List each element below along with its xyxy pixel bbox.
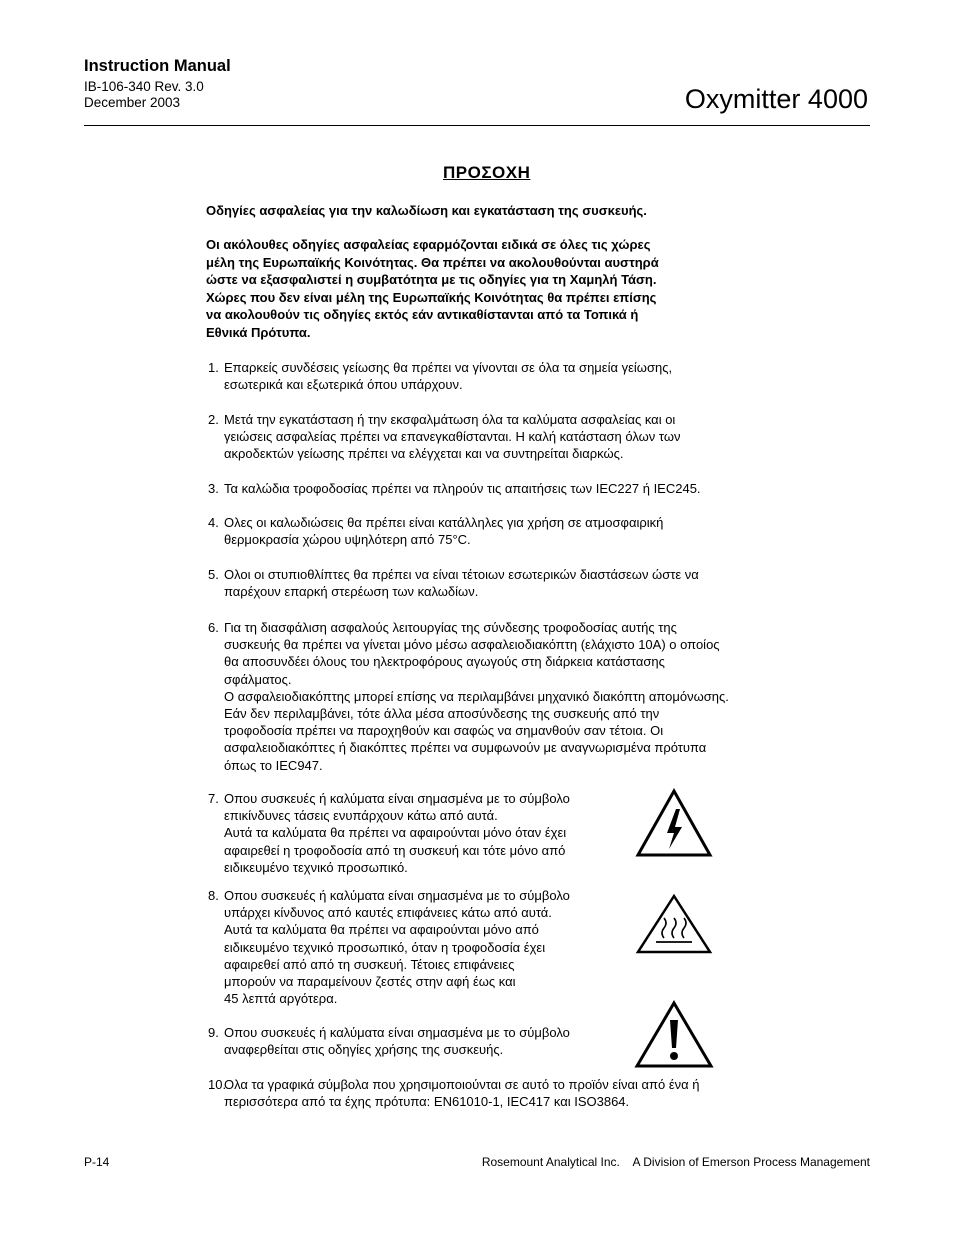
product-name: Oxymitter 4000 [684, 84, 868, 114]
item-number: 3. [208, 481, 219, 496]
high-voltage-icon [634, 787, 714, 859]
item-number: 7. [208, 791, 219, 806]
hot-surface-icon [634, 892, 714, 956]
warning-intro: Οι ακόλουθες οδηγίες ασφαλείας εφαρμόζονται ειδικά σε όλες τις χώρες μέλη της Ευρωπαϊκής Κοινότητας. Θα πρέπει να ακολουθούνται αυστηρά ώστε να εξασφαλιστεί η συμβατότητα με τις οδηγίες για τη Χαμηλή Τάση. Χώρες που δεν είναι μέλη της Ευρωπαϊκής Κοινότητας θα πρέπει επίσης να ακολουθούν τις οδηγίες εκτός εάν αντικαθίστανται από τα Τοπικά ή Εθνικά Πρότυπα. [206, 237, 659, 340]
item-number: 1. [208, 360, 219, 375]
item-text: Ολα τα γραφικά σύμβολα που χρησιμοποιούνται σε αυτό το προϊόν είναι από ένα ή περισσότερα από τα έχης πρότυπα: EN61010-1, IEC417 και ISO3864. [224, 1077, 700, 1110]
header-divider [84, 125, 870, 126]
item-text: Οπου συσκευές ή καλύματα είναι σημασμένα με το σύμβολο υπάρχει κίνδυνος από καυτές επιφάνειες κάτω από αυτά. Αυτά τα καλύματα θα πρέπει να αφαιρούνται μόνο από ειδικευμένο τεχνικό προσωπικό, όταν η τροφοδοσία έχει αφαιρεθεί από από τη συσκευή. Τέτοιες επιφάνειες μπορούν να παραμείνουν ζεστές στην αφή έως και 45 λεπτά αργότερα. [224, 888, 570, 1007]
instruction-item [208, 619, 778, 773]
item-text: Οπου συσκευές ή καλύματα είναι σημασμένα με το σύμβολο επικίνδυνες τάσεις ενυπάρχουν κάτω από αυτά. Αυτά τα καλύματα θα πρέπει να αφαιρούνται μόνο όταν έχει αφαιρεθεί η τροφοδοσία από τη συσκευή και τότε μόνο από ειδικευμένο τεχνικό προσωπικό. [224, 791, 570, 875]
instruction-item [208, 566, 778, 618]
instruction-item [208, 887, 628, 1007]
page-number: P-14 [84, 1155, 110, 1169]
item-number: 5. [208, 567, 219, 582]
item-text: Ολοι οι στυπιοθλίπτες θα πρέπει να είναι τέτοιων εσωτερικών διαστάσεων ώστε να παρέχουν επαρκή στερέωση των καλωδίων. [224, 567, 699, 600]
item-text: Μετά την εγκατάσταση ή την εκσφαλμάτωση όλα τα καλύματα ασφαλείας και οι γειώσεις ασφαλείας πρέπει να επανεγκαθίστανται. Η καλή κατάσταση όλων των ακροδεκτών γείωσης πρέπει να ελέγχεται και να συντηρείται διαρκώς. [224, 412, 681, 462]
instruction-item [208, 1024, 628, 1076]
caution-exclamation-icon [634, 1000, 714, 1070]
document-revision: IB-106-340 Rev. 3.0 [84, 79, 204, 94]
document-date: December 2003 [84, 95, 181, 110]
item-number: 9. [208, 1025, 219, 1040]
item-text: Επαρκείς συνδέσεις γείωσης θα πρέπει να γίνονται σε όλα τα σημεία γείωσης, εσωτερικά και εξωτερικά όπου υπάρχουν. [224, 360, 673, 393]
instruction-item [208, 411, 778, 463]
item-text: Ολες οι καλωδιώσεις θα πρέπει είναι κατάλληλες για χρήση σε ατμοσφαιρική θερμοκρασία χώρου υψηλότερη από 75°C. [224, 515, 664, 548]
item-text: Τα καλώδια τροφοδοσίας πρέπει να πληρούν τις απαιτήσεις των IEC227 ή IEC245. [224, 481, 701, 496]
instruction-item [208, 514, 778, 566]
item-number: 2. [208, 412, 219, 427]
item-text: Για τη διασφάλιση ασφαλούς λειτουργίας της σύνδεσης τροφοδοσίας αυτής της συσκευής θα πρέπει να γίνεται μόνο μέσω ασφαλειοδιακόπτη (ελάχιστο 10A) ο οποίος θα αποσυνδέει όλους του ηλεκτροφόρους αγωγούς στη διάρκεια κατάστασης σφάλματος. Ο ασφαλειοδιακόπτης μπορεί επίσης να περιλαμβάνει μηχανικό διακόπτη απομόνωσης. Εάν δεν περιλαμβάνει, τότε άλλα μέσα αποσύνδεσης της συσκευής από την τροφοδοσία πρέπει να παροχηθούν και σαφώς να σημανθούν σαν τέτοια. Οι ασφαλειοδιακόπτες ή διακόπτες πρέπει να συμφωνούν με αναγνωρισμένα πρότυπα όπως το IEC947. [224, 620, 729, 773]
instruction-item [208, 1076, 778, 1128]
instruction-item [208, 790, 628, 875]
safety-warning-section [173, 150, 781, 1112]
item-text: Οπου συσκευές ή καλύματα είναι σημασμένα με το σύμβολο αναφερθείται στις οδηγίες χρήσης της συσκευής. [224, 1025, 570, 1058]
item-number: 8. [208, 888, 219, 903]
warning-title: ΠΡΟΣΟΧΗ [443, 163, 531, 182]
item-number: 6. [208, 620, 219, 635]
item-number: 4. [208, 515, 219, 530]
item-number: 10. [208, 1077, 227, 1092]
manual-title: Instruction Manual [84, 57, 231, 75]
instruction-item [208, 359, 778, 411]
warning-subtitle: Οδηγίες ασφαλείας για την καλωδίωση και εγκατάσταση της συσκευής. [206, 203, 647, 218]
company-footer: Rosemount Analytical Inc. A Division of Emerson Process Management [481, 1155, 870, 1169]
